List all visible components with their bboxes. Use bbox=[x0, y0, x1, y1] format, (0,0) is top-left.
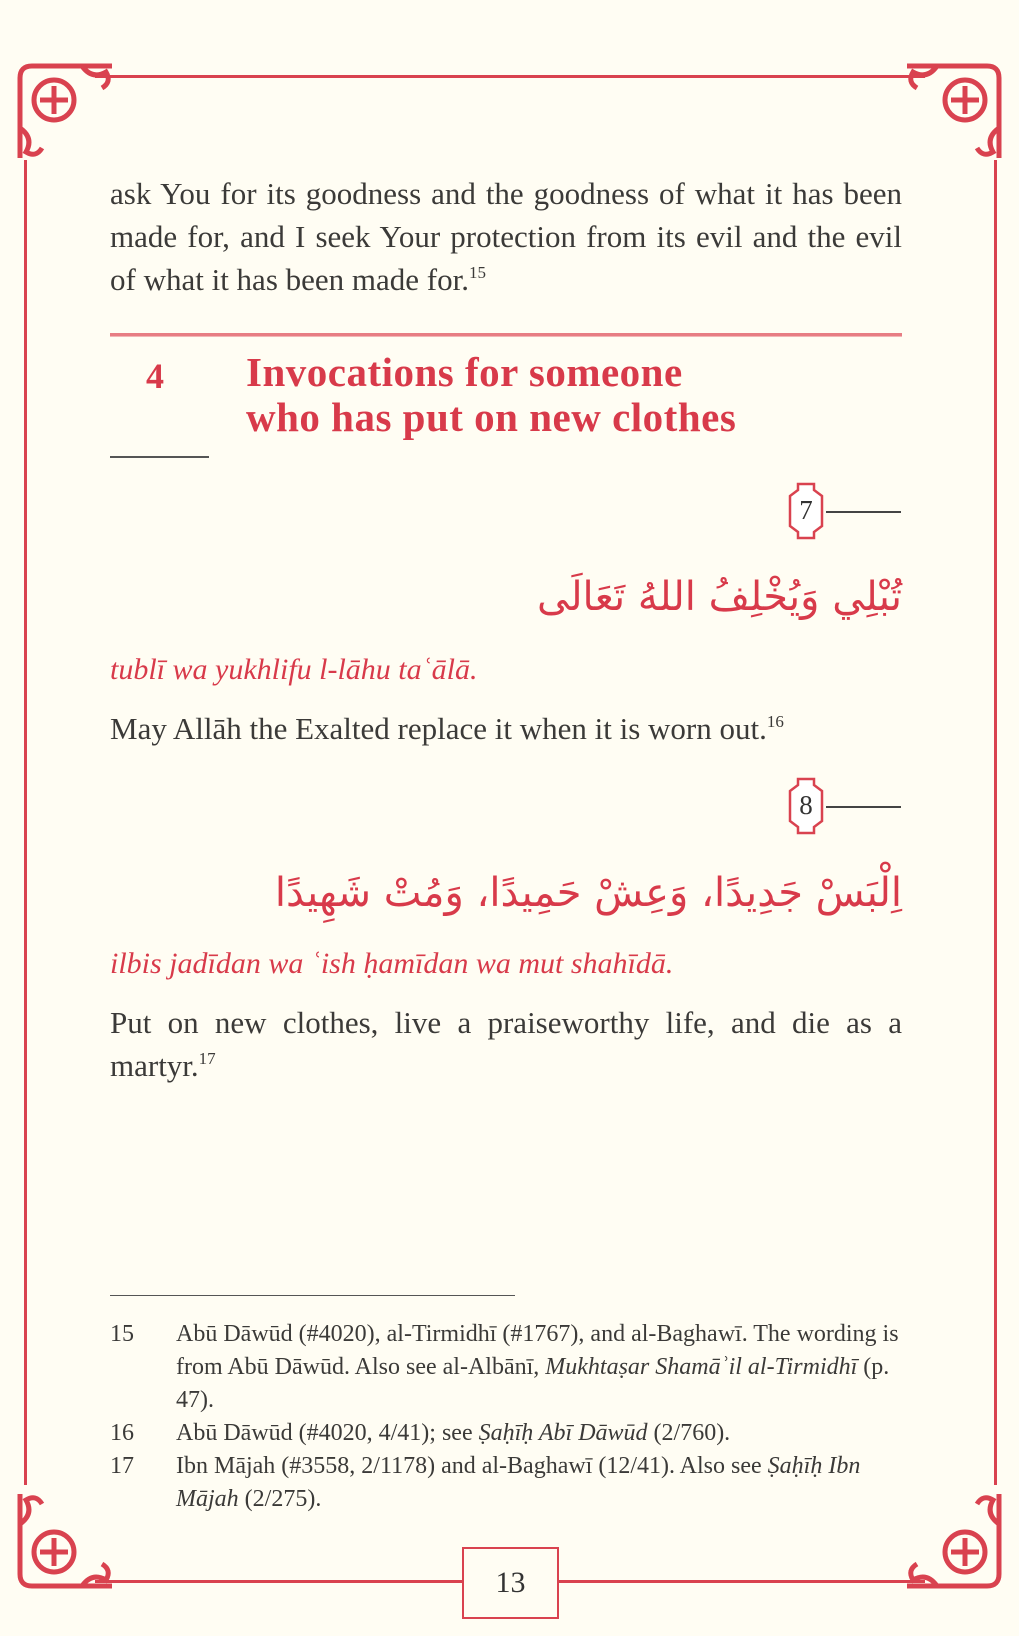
arabic-text: تُبْلِي وَيُخْلِفُ اللهُ تَعَالَى bbox=[537, 574, 902, 620]
frame-top-border bbox=[95, 75, 925, 78]
footnote-title: Ṣaḥīḥ Abī Dāwūd bbox=[478, 1420, 648, 1446]
footnote-ref[interactable]: 16 bbox=[766, 712, 784, 731]
translation-text: Put on new clothes, live a praiseworthy life, and die as a martyr. bbox=[110, 1005, 902, 1083]
transliteration: ilbis jadīdan wa ʿish ḥamīdan wa mut shahīdā. bbox=[110, 947, 674, 980]
chapter-title bbox=[246, 350, 736, 440]
continuation-paragraph bbox=[110, 172, 902, 301]
badge-line bbox=[826, 806, 901, 808]
footnote-ref[interactable]: 15 bbox=[468, 263, 486, 282]
footnote-text: Abū Dāwūd (#4020, 4/41); see bbox=[176, 1420, 479, 1446]
chapter-title-line: who has put on new clothes bbox=[246, 394, 737, 440]
continuation-text: ask You for its goodness and the goodness of what it has been made for, and I seek Your protection from its evil and the evil of what it has been made for. bbox=[110, 176, 902, 297]
footnote-tail: (p. 47). bbox=[176, 1354, 890, 1413]
footnote-number: 15 bbox=[110, 1321, 134, 1347]
translation bbox=[110, 707, 902, 750]
chapter-number: 4 bbox=[146, 356, 164, 396]
footnote-text: Ibn Mājah (#3558, 2/1178) and al-Baghawī (12/41). Also see bbox=[176, 1453, 768, 1479]
footnote-number: 17 bbox=[110, 1453, 134, 1479]
badge-line bbox=[826, 511, 901, 513]
corner-ornament-icon bbox=[12, 1484, 122, 1594]
invocation-number: 8 bbox=[799, 790, 813, 820]
arabic-text: اِلْبَسْ جَدِيدًا، وَعِشْ حَمِيدًا، وَمُتْ شَهِيدًا bbox=[274, 870, 902, 916]
footnote-text: Abū Dāwūd (#4020), al-Tirmidhī (#1767), and al-Baghawī. The wording is from Abū Dāwūd. Also see al-Albānī, bbox=[176, 1321, 899, 1380]
frame-bottom-border-right bbox=[557, 1580, 925, 1583]
corner-ornament-icon bbox=[897, 1484, 1007, 1594]
corner-ornament-icon bbox=[12, 58, 122, 168]
section-divider bbox=[110, 333, 902, 337]
footnote-title: Mukhtaṣar Shamāʾil al-Tirmidhī bbox=[545, 1354, 858, 1380]
page-number: 13 bbox=[462, 1547, 559, 1619]
invocation-number: 7 bbox=[799, 495, 813, 525]
footnote-title: Ṣaḥīḥ Ibn Mājah bbox=[176, 1453, 861, 1512]
heading-underline bbox=[110, 456, 209, 458]
footnote-number: 16 bbox=[110, 1420, 134, 1446]
frame-left-border bbox=[24, 160, 27, 1485]
frame-bottom-border-left bbox=[95, 1580, 462, 1583]
footnote-tail: (2/275). bbox=[238, 1486, 322, 1512]
invocation-number-badge bbox=[786, 482, 826, 540]
corner-ornament-icon bbox=[897, 58, 1007, 168]
invocation-number-badge bbox=[786, 777, 826, 835]
footnote-separator bbox=[110, 1295, 515, 1296]
footnote-ref[interactable]: 17 bbox=[198, 1049, 216, 1068]
transliteration: tublī wa yukhlifu l-lāhu taʿālā. bbox=[110, 653, 478, 686]
translation bbox=[110, 1001, 902, 1087]
translation-text: May Allāh the Exalted replace it when it is worn out. bbox=[110, 711, 767, 746]
frame-right-border bbox=[994, 160, 997, 1485]
chapter-title-line: Invocations for someone bbox=[246, 349, 683, 395]
footnote-tail: (2/760). bbox=[647, 1420, 731, 1446]
